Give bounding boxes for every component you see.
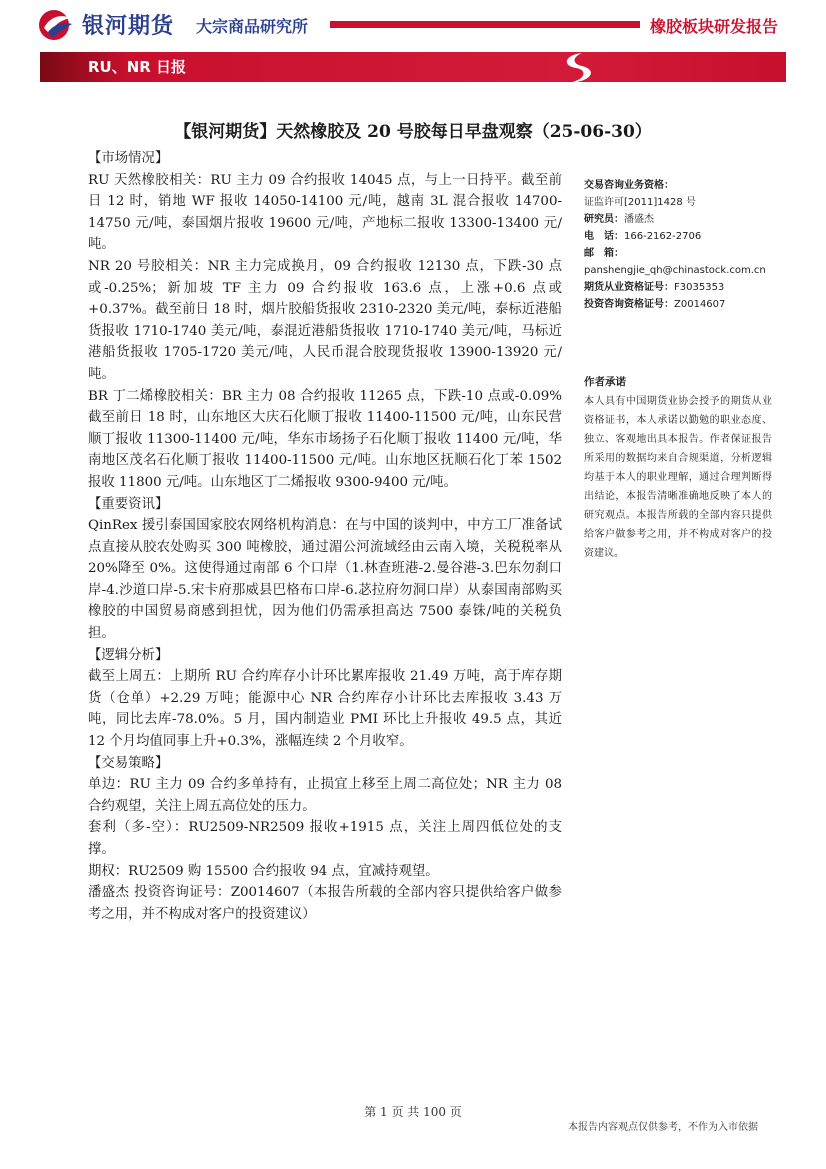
futures-license-label: 期货从业资格证号： <box>584 282 674 293</box>
author-info <box>584 177 774 313</box>
license-number: 证监许可[2011]1428 号 <box>584 197 696 208</box>
invest-license-id: Z0014607 <box>674 299 726 310</box>
email-address[interactable]: panshengjie_qh@chinastock.com.cn <box>584 265 766 276</box>
report-type: 橡胶板块研发报告 <box>650 17 779 36</box>
email-label: 邮 箱： <box>584 248 624 259</box>
paragraph-br: BR 丁二烯橡胶相关：BR 主力 08 合约报收 11265 点，下跌-10 点或-0.09% 截至前日 18 时，山东地区大庆石化顺丁报收 11400-11500 元/吨，山东民营顺丁报收 11300-11400 元/吨，华东市场扬子石化顺丁报收 11400 元/吨，华南地区茂名石化顺丁报收 11400-11500 元/吨。山东地区抚顺石化丁苯 1502 报收 11800 元/吨。山东地区丁二烯报收 9300-9400 元/吨。 <box>88 388 562 490</box>
section-market: 【市场情况】 <box>88 151 169 166</box>
galaxy-logo-icon <box>36 8 76 42</box>
footer-disclaimer: 本报告内容观点仅供参考，不作为入市依据 <box>568 1122 758 1133</box>
swoosh-icon <box>552 50 600 86</box>
phone-label: 电 话： <box>584 231 624 242</box>
page-number: 第 1 页 共 100 页 <box>364 1105 462 1119</box>
section-news: 【重要资讯】 <box>88 496 169 512</box>
paragraph-news: QinRex 援引泰国国家胶农网络机构消息：在与中国的谈判中，中方工厂准备试点直接从胶农处购买 300 吨橡胶，通过湄公河流域经由云南入境，关税税率从 20%降至 0%。这使得通过南部 6 个口岸（1.林查班港-2.曼谷港-3.巴东勿刹口岸-4.沙道口岸-5.宋卡府那威县巴格布口岸-6.苾拉府勿洞口岸）从泰国南部购买橡胶的中国贸易商感到担忧，因为他们仍需承担高达 7500 泰铢/吨的关税负担。 <box>88 518 562 642</box>
report-title: 【银河期货】天然橡胶及 20 号胶每日早盘观察（25-06-30） <box>174 122 652 142</box>
main-content <box>88 148 562 925</box>
institute-name: 大宗商品研究所 <box>196 17 309 36</box>
paragraph-single: 单边：RU 主力 09 合约多单持有，止损宜上移至上周二高位处；NR 主力 08 合约观望，关注上周五高位处的压力。 <box>88 777 562 814</box>
paragraph-options: 期权：RU2509 购 15500 合约报收 94 点，宜减持观望。 <box>88 863 439 879</box>
paragraph-ru: RU 天然橡胶相关：RU 主力 09 合约报收 14045 点，与上一日持平。截至前日 12 时，销地 WF 报收 14050-14100 元/吨，越南 3L 混合报收 14700-14750 元/吨，泰国烟片报收 19600 元/吨，产地标二报收 13300-13400 元/吨。 <box>88 172 562 253</box>
section-logic: 【逻辑分析】 <box>88 647 169 663</box>
header-divider <box>330 21 640 28</box>
researcher-name: 潘盛杰 <box>624 214 654 225</box>
phone-number: 166-2162-2706 <box>624 231 702 242</box>
section-strategy: 【交易策略】 <box>88 755 169 771</box>
paragraph-arbitrage: 套利（多-空）：RU2509-NR2509 报收+1915 点，关注上周四低位处的支撑。 <box>88 820 562 857</box>
paragraph-author-note: 潘盛杰 投资咨询证号：Z0014607（本报告所载的全部内容只提供给客户做参考之用，并不构成对客户的投资建议） <box>88 885 562 922</box>
pledge-text: 本人具有中国期货业协会授予的期货从业资格证书，本人承诺以勤勉的职业态度、独立、客观地出具本报告。作者保证报告所采用的数据均来自合规渠道，分析逻辑均基于本人的职业理解，通过合理判断得出结论，本报告清晰准确地反映了本人的研究观点。本报告所载的全部内容只提供给客户做参考之用，并不构成对客户的投资建议。 <box>584 396 772 559</box>
brand-name: 银河期货 <box>82 14 175 39</box>
researcher-label: 研究员： <box>584 214 624 225</box>
qualification-label: 交易咨询业务资格： <box>584 180 674 191</box>
banner-title: RU、NR 日报 <box>88 58 187 76</box>
invest-license-label: 投资咨询资格证号： <box>584 299 674 310</box>
pledge-title: 作者承诺 <box>584 376 626 388</box>
paragraph-logic: 截至上周五：上期所 RU 合约库存小计环比累库报收 21.49 万吨，高于库存期货（仓单）+2.29 万吨；能源中心 NR 合约库存小计环比去库报收 3.43 万吨，同比去库-78.0%。5 月，国内制造业 PMI 环比上升报收 49.5 点，其近 12 个月均值同事上升+0.3%，涨幅连续 2 个月收窄。 <box>88 669 562 750</box>
futures-license-id: F3035353 <box>674 282 725 293</box>
paragraph-nr: NR 20 号胶相关：NR 主力完成换月，09 合约报收 12130 点，下跌-30 点或-0.25%；新加坡 TF 主力 09 合约报收 163.6 点，上涨+0.6 点或+0.37%。截至前日 18 时，烟片胶船货报收 2310-2320 美元/吨，泰标近港船货报收 1710-1740 美元/吨，泰混近港船货报收 1710-1740 美元/吨，马标近港船货报收 1705-1720 美元/吨，人民币混合胶现货报收 13900-13920 元/吨。 <box>88 258 562 382</box>
